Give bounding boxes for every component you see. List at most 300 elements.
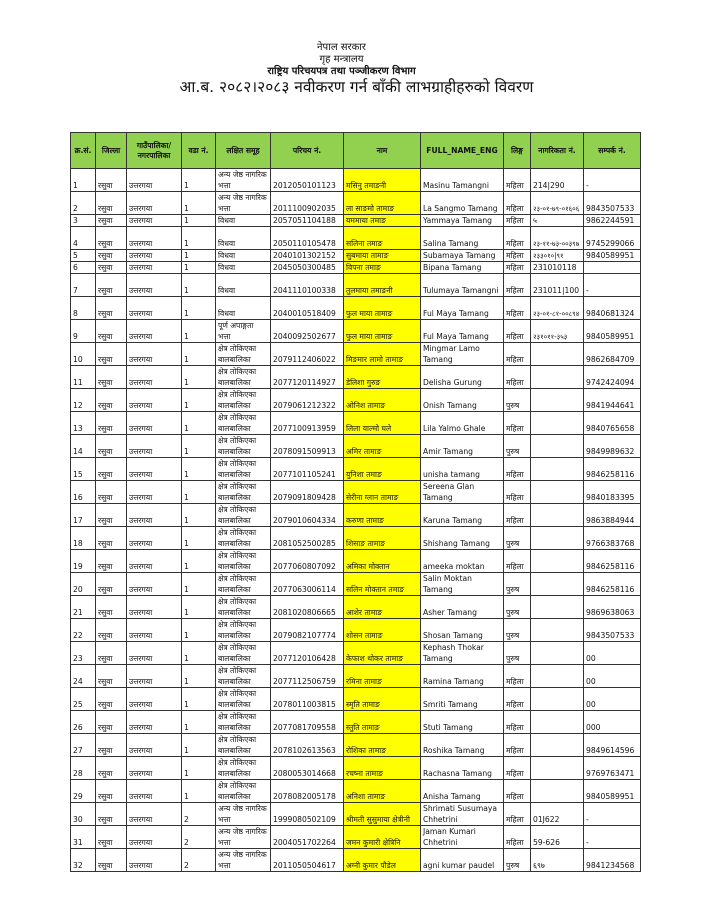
cell-full-name-eng: Smriti Tamang bbox=[421, 688, 504, 711]
cell-serial-no: 4 bbox=[71, 227, 96, 250]
table-row bbox=[71, 262, 641, 274]
cell-contact-no: - bbox=[584, 803, 641, 826]
cell-name-nepali: श्रीमती सुसुमाया क्षेत्रीनी bbox=[344, 803, 421, 826]
cell-citizenship-no bbox=[531, 527, 584, 550]
cell-citizenship-no bbox=[531, 504, 584, 527]
cell-municipality: उत्तरगया bbox=[127, 297, 182, 320]
cell-municipality: उत्तरगया bbox=[127, 215, 182, 227]
cell-gender: महिला bbox=[504, 227, 531, 250]
cell-target-group: क्षेत्र तोकिएका बालबालिका bbox=[216, 780, 271, 803]
cell-municipality: उत्तरगया bbox=[127, 227, 182, 250]
cell-contact-no: 9863884944 bbox=[584, 504, 641, 527]
cell-municipality: उत्तरगया bbox=[127, 573, 182, 596]
table-row bbox=[71, 343, 641, 366]
cell-municipality: उत्तरगया bbox=[127, 826, 182, 849]
cell-name-nepali: स्मृति तामाङ bbox=[344, 688, 421, 711]
cell-name-nepali: ला साङमो तामाङ bbox=[344, 192, 421, 215]
cell-serial-no: 2 bbox=[71, 192, 96, 215]
cell-serial-no: 1 bbox=[71, 169, 96, 192]
cell-ward-no: 1 bbox=[182, 192, 216, 215]
cell-ward-no: 1 bbox=[182, 665, 216, 688]
cell-gender: महिला bbox=[504, 504, 531, 527]
cell-id-no: 2057051104188 bbox=[271, 215, 344, 227]
cell-ward-no: 1 bbox=[182, 550, 216, 573]
cell-serial-no: 29 bbox=[71, 780, 96, 803]
cell-municipality: उत्तरगया bbox=[127, 343, 182, 366]
cell-name-nepali: आशेर तामाङ bbox=[344, 596, 421, 619]
table-row bbox=[71, 665, 641, 688]
cell-target-group: अन्य जेष्ठ नागरिक भत्ता bbox=[216, 849, 271, 872]
cell-district: रसुवा bbox=[96, 215, 127, 227]
table-row bbox=[71, 688, 641, 711]
cell-municipality: उत्तरगया bbox=[127, 642, 182, 665]
cell-serial-no: 15 bbox=[71, 458, 96, 481]
cell-serial-no: 28 bbox=[71, 757, 96, 780]
cell-target-group: विधवा bbox=[216, 262, 271, 274]
cell-id-no: 2077060807092 bbox=[271, 550, 344, 573]
cell-citizenship-no bbox=[531, 435, 584, 458]
cell-gender: महिला bbox=[504, 826, 531, 849]
cell-citizenship-no bbox=[531, 412, 584, 435]
cell-target-group: क्षेत्र तोकिएका बालबालिका bbox=[216, 596, 271, 619]
cell-id-no: 2004051702264 bbox=[271, 826, 344, 849]
cell-citizenship-no: २३-११-७३-००३९७ bbox=[531, 227, 584, 250]
cell-district: रसुवा bbox=[96, 803, 127, 826]
cell-gender: महिला bbox=[504, 688, 531, 711]
column-header-municipality: गाउँपालिका/ नगरपालिका bbox=[127, 133, 182, 169]
cell-name-nepali: सलिन मोक्तान तमाङ bbox=[344, 573, 421, 596]
cell-gender: महिला bbox=[504, 412, 531, 435]
table-row bbox=[71, 366, 641, 389]
cell-serial-no: 21 bbox=[71, 596, 96, 619]
cell-name-nepali: रमिना तामाङ bbox=[344, 665, 421, 688]
cell-target-group: क्षेत्र तोकिएका बालबालिका bbox=[216, 757, 271, 780]
cell-target-group: अन्य जेष्ठ नागरिक भत्ता bbox=[216, 826, 271, 849]
cell-gender: महिला bbox=[504, 262, 531, 274]
cell-id-no: 2077081709558 bbox=[271, 711, 344, 734]
cell-municipality: उत्तरगया bbox=[127, 366, 182, 389]
cell-target-group: क्षेत्र तोकिएका बालबालिका bbox=[216, 688, 271, 711]
cell-contact-no: 9849989632 bbox=[584, 435, 641, 458]
cell-name-nepali: स्तुति तामाङ bbox=[344, 711, 421, 734]
cell-full-name-eng: Ful Maya Tamang bbox=[421, 297, 504, 320]
table-header-row bbox=[71, 133, 641, 169]
cell-citizenship-no: २३-०१-७९-०१६०६ bbox=[531, 192, 584, 215]
cell-name-nepali: अनिशा तामाङ bbox=[344, 780, 421, 803]
cell-target-group: क्षेत्र तोकिएका बालबालिका bbox=[216, 366, 271, 389]
cell-full-name-eng: Jaman Kumari Chhetrini bbox=[421, 826, 504, 849]
cell-full-name-eng: Salin Moktan Tamang bbox=[421, 573, 504, 596]
cell-citizenship-no bbox=[531, 573, 584, 596]
cell-full-name-eng: Tulumaya Tamangni bbox=[421, 274, 504, 297]
cell-ward-no: 1 bbox=[182, 297, 216, 320]
cell-contact-no: 9742424094 bbox=[584, 366, 641, 389]
cell-municipality: उत्तरगया bbox=[127, 596, 182, 619]
cell-serial-no: 19 bbox=[71, 550, 96, 573]
cell-ward-no: 1 bbox=[182, 366, 216, 389]
cell-contact-no: 9840589951 bbox=[584, 780, 641, 803]
cell-district: रसुवा bbox=[96, 734, 127, 757]
cell-id-no: 2077120114927 bbox=[271, 366, 344, 389]
cell-contact-no: - bbox=[584, 826, 641, 849]
cell-id-no: 2078011003815 bbox=[271, 688, 344, 711]
cell-full-name-eng: agni kumar paudel bbox=[421, 849, 504, 872]
cell-gender: महिला bbox=[504, 320, 531, 343]
cell-contact-no: 00 bbox=[584, 665, 641, 688]
cell-target-group: क्षेत्र तोकिएका बालबालिका bbox=[216, 550, 271, 573]
cell-municipality: उत्तरगया bbox=[127, 550, 182, 573]
cell-municipality: उत्तरगया bbox=[127, 250, 182, 262]
cell-gender: महिला bbox=[504, 169, 531, 192]
cell-ward-no: 1 bbox=[182, 169, 216, 192]
cell-municipality: उत्तरगया bbox=[127, 665, 182, 688]
cell-serial-no: 7 bbox=[71, 274, 96, 297]
cell-serial-no: 23 bbox=[71, 642, 96, 665]
cell-ward-no: 2 bbox=[182, 849, 216, 872]
cell-citizenship-no bbox=[531, 688, 584, 711]
table-row bbox=[71, 711, 641, 734]
cell-full-name-eng: Bipana Tamang bbox=[421, 262, 504, 274]
cell-id-no: 2079091809428 bbox=[271, 481, 344, 504]
cell-municipality: उत्तरगया bbox=[127, 619, 182, 642]
table-body bbox=[71, 169, 641, 872]
cell-district: रसुवा bbox=[96, 849, 127, 872]
cell-name-nepali: अमिर तामाङ bbox=[344, 435, 421, 458]
cell-contact-no: 9840681324 bbox=[584, 297, 641, 320]
cell-serial-no: 3 bbox=[71, 215, 96, 227]
cell-serial-no: 26 bbox=[71, 711, 96, 734]
cell-id-no: 2041110100338 bbox=[271, 274, 344, 297]
cell-id-no: 2078082005178 bbox=[271, 780, 344, 803]
cell-serial-no: 24 bbox=[71, 665, 96, 688]
cell-municipality: उत्तरगया bbox=[127, 412, 182, 435]
cell-id-no: 2081052500285 bbox=[271, 527, 344, 550]
cell-municipality: उत्तरगया bbox=[127, 389, 182, 412]
cell-district: रसुवा bbox=[96, 250, 127, 262]
cell-target-group: अन्य जेष्ठ नागरिक भत्ता bbox=[216, 803, 271, 826]
cell-id-no: 2081020806665 bbox=[271, 596, 344, 619]
cell-contact-no: 9862684709 bbox=[584, 343, 641, 366]
cell-contact-no: 9840589951 bbox=[584, 320, 641, 343]
cell-serial-no: 31 bbox=[71, 826, 96, 849]
cell-name-nepali: डेलिशा गुरुङ bbox=[344, 366, 421, 389]
table-row bbox=[71, 573, 641, 596]
cell-district: रसुवा bbox=[96, 297, 127, 320]
cell-full-name-eng: Rachasna Tamang bbox=[421, 757, 504, 780]
cell-serial-no: 25 bbox=[71, 688, 96, 711]
cell-ward-no: 1 bbox=[182, 711, 216, 734]
cell-ward-no: 1 bbox=[182, 734, 216, 757]
table-row bbox=[71, 596, 641, 619]
cell-citizenship-no: २३-०१-८१-००८९४ bbox=[531, 297, 584, 320]
cell-id-no: 2078091509913 bbox=[271, 435, 344, 458]
cell-citizenship-no bbox=[531, 389, 584, 412]
cell-name-nepali: जमन कुमारी क्षेत्रिनि bbox=[344, 826, 421, 849]
table-row bbox=[71, 435, 641, 458]
cell-gender: महिला bbox=[504, 803, 531, 826]
cell-contact-no: 9846258116 bbox=[584, 550, 641, 573]
column-header-citizenship-no: नागरिकता नं. bbox=[531, 133, 584, 169]
cell-gender: पुरुष bbox=[504, 849, 531, 872]
cell-district: रसुवा bbox=[96, 262, 127, 274]
cell-full-name-eng: Anisha Tamang bbox=[421, 780, 504, 803]
cell-full-name-eng: Mingmar Lamo Tamang bbox=[421, 343, 504, 366]
cell-target-group: क्षेत्र तोकिएका बालबालिका bbox=[216, 573, 271, 596]
cell-id-no: 2077101105241 bbox=[271, 458, 344, 481]
cell-municipality: उत्तरगया bbox=[127, 711, 182, 734]
cell-district: रसुवा bbox=[96, 227, 127, 250]
cell-name-nepali: फुल माया तामाङ bbox=[344, 320, 421, 343]
cell-full-name-eng: Onish Tamang bbox=[421, 389, 504, 412]
cell-id-no: 1999080502109 bbox=[271, 803, 344, 826]
cell-target-group: क्षेत्र तोकिएका बालबालिका bbox=[216, 734, 271, 757]
cell-municipality: उत्तरगया bbox=[127, 169, 182, 192]
cell-contact-no: 9862244591 bbox=[584, 215, 641, 227]
ministry-name: गृह मन्त्रालय bbox=[319, 54, 364, 65]
cell-target-group: विधवा bbox=[216, 297, 271, 320]
cell-name-nepali: रोशिका तामाङ bbox=[344, 734, 421, 757]
column-header-name-nepali: नाम bbox=[344, 133, 421, 169]
cell-full-name-eng: Asher Tamang bbox=[421, 596, 504, 619]
cell-contact-no: 9849614596 bbox=[584, 734, 641, 757]
table-row bbox=[71, 619, 641, 642]
cell-district: रसुवा bbox=[96, 192, 127, 215]
cell-gender: पुरुष bbox=[504, 619, 531, 642]
table-row bbox=[71, 274, 641, 297]
cell-full-name-eng: Shrimati Susumaya Chhetrini bbox=[421, 803, 504, 826]
cell-gender: महिला bbox=[504, 458, 531, 481]
cell-municipality: उत्तरगया bbox=[127, 481, 182, 504]
cell-full-name-eng: Lila Yalmo Ghale bbox=[421, 412, 504, 435]
cell-id-no: 2077112506759 bbox=[271, 665, 344, 688]
cell-ward-no: 1 bbox=[182, 688, 216, 711]
cell-full-name-eng: Shosan Tamang bbox=[421, 619, 504, 642]
beneficiary-table bbox=[70, 132, 641, 872]
cell-contact-no: 9840183395 bbox=[584, 481, 641, 504]
cell-ward-no: 1 bbox=[182, 596, 216, 619]
cell-serial-no: 17 bbox=[71, 504, 96, 527]
cell-full-name-eng: Subamaya Tamang bbox=[421, 250, 504, 262]
cell-target-group: अन्य जेष्ठ नागरिक भत्ता bbox=[216, 169, 271, 192]
cell-serial-no: 14 bbox=[71, 435, 96, 458]
cell-municipality: उत्तरगया bbox=[127, 262, 182, 274]
cell-full-name-eng: Karuna Tamang bbox=[421, 504, 504, 527]
cell-citizenship-no bbox=[531, 757, 584, 780]
cell-full-name-eng: Ramina Tamang bbox=[421, 665, 504, 688]
cell-municipality: उत्तरगया bbox=[127, 780, 182, 803]
cell-full-name-eng: Shishang Tamang bbox=[421, 527, 504, 550]
cell-ward-no: 1 bbox=[182, 274, 216, 297]
cell-name-nepali: सेरीना ग्लान तामाङ bbox=[344, 481, 421, 504]
cell-municipality: उत्तरगया bbox=[127, 757, 182, 780]
cell-district: रसुवा bbox=[96, 412, 127, 435]
cell-contact-no: 00 bbox=[584, 642, 641, 665]
cell-name-nepali: विपना तमाङ bbox=[344, 262, 421, 274]
cell-ward-no: 1 bbox=[182, 504, 216, 527]
cell-gender: महिला bbox=[504, 192, 531, 215]
cell-gender: पुरुष bbox=[504, 435, 531, 458]
cell-target-group: क्षेत्र तोकिएका बालबालिका bbox=[216, 435, 271, 458]
cell-district: रसुवा bbox=[96, 504, 127, 527]
cell-target-group: क्षेत्र तोकिएका बालबालिका bbox=[216, 527, 271, 550]
cell-name-nepali: तुलमाया तमाङनी bbox=[344, 274, 421, 297]
cell-id-no: 2080053014668 bbox=[271, 757, 344, 780]
cell-ward-no: 1 bbox=[182, 527, 216, 550]
cell-ward-no: 1 bbox=[182, 215, 216, 227]
cell-serial-no: 9 bbox=[71, 320, 96, 343]
cell-serial-no: 6 bbox=[71, 262, 96, 274]
cell-district: रसुवा bbox=[96, 343, 127, 366]
cell-municipality: उत्तरगया bbox=[127, 734, 182, 757]
cell-district: रसुवा bbox=[96, 435, 127, 458]
cell-gender: महिला bbox=[504, 250, 531, 262]
cell-district: रसुवा bbox=[96, 780, 127, 803]
cell-serial-no: 27 bbox=[71, 734, 96, 757]
cell-municipality: उत्तरगया bbox=[127, 192, 182, 215]
cell-full-name-eng: Delisha Gurung bbox=[421, 366, 504, 389]
cell-serial-no: 13 bbox=[71, 412, 96, 435]
cell-district: रसुवा bbox=[96, 711, 127, 734]
cell-name-nepali: अमिका मोक्तान bbox=[344, 550, 421, 573]
cell-name-nepali: शोसन तामाङ bbox=[344, 619, 421, 642]
cell-district: रसुवा bbox=[96, 481, 127, 504]
column-header-full-name-eng: FULL_NAME_ENG bbox=[421, 133, 504, 169]
cell-district: रसुवा bbox=[96, 757, 127, 780]
table-row bbox=[71, 250, 641, 262]
cell-serial-no: 11 bbox=[71, 366, 96, 389]
cell-contact-no: 9846258116 bbox=[584, 573, 641, 596]
cell-municipality: उत्तरगया bbox=[127, 527, 182, 550]
cell-id-no: 2011050504617 bbox=[271, 849, 344, 872]
table-row bbox=[71, 849, 641, 872]
cell-ward-no: 1 bbox=[182, 573, 216, 596]
cell-id-no: 2079061212322 bbox=[271, 389, 344, 412]
cell-serial-no: 12 bbox=[71, 389, 96, 412]
cell-contact-no: 9841944641 bbox=[584, 389, 641, 412]
cell-district: रसुवा bbox=[96, 688, 127, 711]
cell-contact-no: 9840765658 bbox=[584, 412, 641, 435]
cell-district: रसुवा bbox=[96, 573, 127, 596]
cell-ward-no: 1 bbox=[182, 343, 216, 366]
cell-name-nepali: युनिशा तमाङ bbox=[344, 458, 421, 481]
table-row bbox=[71, 481, 641, 504]
cell-full-name-eng: unisha tamang bbox=[421, 458, 504, 481]
column-header-serial-no: क्र.सं. bbox=[71, 133, 96, 169]
cell-ward-no: 1 bbox=[182, 458, 216, 481]
document-title: आ.ब. २०८२।२०८३ नवीकरण गर्न बाँकी लाभग्राहीहरुको विवरण bbox=[179, 78, 534, 96]
cell-full-name-eng: Salina Tamang bbox=[421, 227, 504, 250]
cell-citizenship-no: 231010118 bbox=[531, 262, 584, 274]
cell-full-name-eng: Ful Maya Tamang bbox=[421, 320, 504, 343]
table-row bbox=[71, 169, 641, 192]
table-row bbox=[71, 458, 641, 481]
cell-district: रसुवा bbox=[96, 550, 127, 573]
cell-serial-no: 18 bbox=[71, 527, 96, 550]
cell-name-nepali: लिला याल्मो घले bbox=[344, 412, 421, 435]
cell-full-name-eng: Stuti Tamang bbox=[421, 711, 504, 734]
cell-serial-no: 8 bbox=[71, 297, 96, 320]
cell-full-name-eng: Roshika Tamang bbox=[421, 734, 504, 757]
column-header-district: जिल्ला bbox=[96, 133, 127, 169]
cell-serial-no: 20 bbox=[71, 573, 96, 596]
cell-district: रसुवा bbox=[96, 665, 127, 688]
cell-gender: महिला bbox=[504, 550, 531, 573]
cell-citizenship-no bbox=[531, 619, 584, 642]
cell-target-group: क्षेत्र तोकिएका बालबालिका bbox=[216, 343, 271, 366]
cell-ward-no: 1 bbox=[182, 619, 216, 642]
cell-name-nepali: फुल माया तामाङ bbox=[344, 297, 421, 320]
table-row bbox=[71, 320, 641, 343]
cell-citizenship-no: २३३०१०|९१ bbox=[531, 250, 584, 262]
cell-contact-no: 9769763471 bbox=[584, 757, 641, 780]
cell-serial-no: 16 bbox=[71, 481, 96, 504]
cell-citizenship-no bbox=[531, 665, 584, 688]
cell-target-group: क्षेत्र तोकिएका बालबालिका bbox=[216, 412, 271, 435]
cell-target-group: क्षेत्र तोकिएका बालबालिका bbox=[216, 458, 271, 481]
cell-id-no: 2077120106428 bbox=[271, 642, 344, 665]
cell-contact-no: 9869638063 bbox=[584, 596, 641, 619]
table-row bbox=[71, 734, 641, 757]
cell-serial-no: 10 bbox=[71, 343, 96, 366]
table-row bbox=[71, 297, 641, 320]
cell-contact-no: 00 bbox=[584, 688, 641, 711]
cell-citizenship-no bbox=[531, 458, 584, 481]
cell-id-no: 2079112406022 bbox=[271, 343, 344, 366]
cell-citizenship-no: ५ bbox=[531, 215, 584, 227]
cell-citizenship-no bbox=[531, 734, 584, 757]
cell-gender: महिला bbox=[504, 780, 531, 803]
cell-gender: महिला bbox=[504, 757, 531, 780]
cell-gender: महिला bbox=[504, 734, 531, 757]
cell-district: रसुवा bbox=[96, 826, 127, 849]
column-header-ward-no: वडा नं. bbox=[182, 133, 216, 169]
cell-municipality: उत्तरगया bbox=[127, 849, 182, 872]
cell-contact-no: - bbox=[584, 169, 641, 192]
cell-contact-no: 9846258116 bbox=[584, 458, 641, 481]
cell-serial-no: 5 bbox=[71, 250, 96, 262]
cell-citizenship-no bbox=[531, 550, 584, 573]
cell-citizenship-no: 214|290 bbox=[531, 169, 584, 192]
cell-contact-no: 9841234568 bbox=[584, 849, 641, 872]
cell-name-nepali: अग्नी कुमार पौडेल bbox=[344, 849, 421, 872]
table-row bbox=[71, 412, 641, 435]
cell-district: रसुवा bbox=[96, 389, 127, 412]
column-header-id-no: परिचय नं. bbox=[271, 133, 344, 169]
table-row bbox=[71, 504, 641, 527]
cell-citizenship-no bbox=[531, 343, 584, 366]
table-row bbox=[71, 192, 641, 215]
cell-gender: पुरुष bbox=[504, 642, 531, 665]
cell-name-nepali: ओनिश तामाङ bbox=[344, 389, 421, 412]
cell-citizenship-no bbox=[531, 642, 584, 665]
cell-citizenship-no: 231011|100 bbox=[531, 274, 584, 297]
table-row bbox=[71, 780, 641, 803]
cell-ward-no: 1 bbox=[182, 435, 216, 458]
cell-district: रसुवा bbox=[96, 458, 127, 481]
cell-name-nepali: यममाया तमाङ bbox=[344, 215, 421, 227]
cell-district: रसुवा bbox=[96, 527, 127, 550]
cell-citizenship-no bbox=[531, 711, 584, 734]
table-row bbox=[71, 227, 641, 250]
cell-contact-no: 9840589951 bbox=[584, 250, 641, 262]
cell-id-no: 2077063006114 bbox=[271, 573, 344, 596]
cell-ward-no: 1 bbox=[182, 250, 216, 262]
cell-municipality: उत्तरगया bbox=[127, 803, 182, 826]
cell-full-name-eng: Kephash Thokar Tamang bbox=[421, 642, 504, 665]
table-row bbox=[71, 826, 641, 849]
cell-full-name-eng: Amir Tamang bbox=[421, 435, 504, 458]
column-header-contact-no: सम्पर्क नं. bbox=[584, 133, 641, 169]
